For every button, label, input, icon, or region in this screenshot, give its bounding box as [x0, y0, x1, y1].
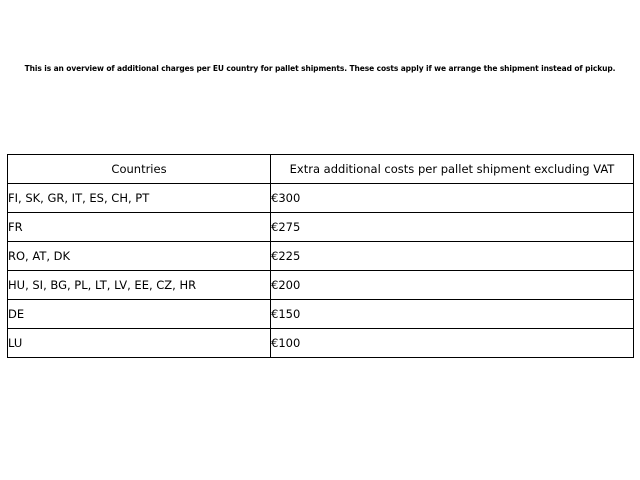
countries-cell: LU [8, 329, 271, 358]
countries-cell: FR [8, 213, 271, 242]
table-row [8, 213, 634, 242]
countries-cell: FI, SK, GR, IT, ES, CH, PT [8, 184, 271, 213]
table-row [8, 329, 634, 358]
cost-cell: €275 [271, 213, 634, 242]
table-row [8, 300, 634, 329]
table-row [8, 242, 634, 271]
charges-table [7, 154, 634, 358]
countries-cell: HU, SI, BG, PL, LT, LV, EE, CZ, HR [8, 271, 271, 300]
cost-cell: €100 [271, 329, 634, 358]
cost-cell: €225 [271, 242, 634, 271]
column-header-countries: Countries [8, 155, 271, 184]
table-row [8, 184, 634, 213]
cost-cell: €200 [271, 271, 634, 300]
cost-cell: €150 [271, 300, 634, 329]
column-header-costs: Extra additional costs per pallet shipment excluding VAT [271, 155, 634, 184]
cost-cell: €300 [271, 184, 634, 213]
table-row [8, 271, 634, 300]
countries-cell: DE [8, 300, 271, 329]
countries-cell: RO, AT, DK [8, 242, 271, 271]
caption-text: This is an overview of additional charges per EU country for pallet shipments. These costs apply if we arrange the shipment instead of pickup. [24, 64, 616, 73]
header-row [8, 155, 634, 184]
